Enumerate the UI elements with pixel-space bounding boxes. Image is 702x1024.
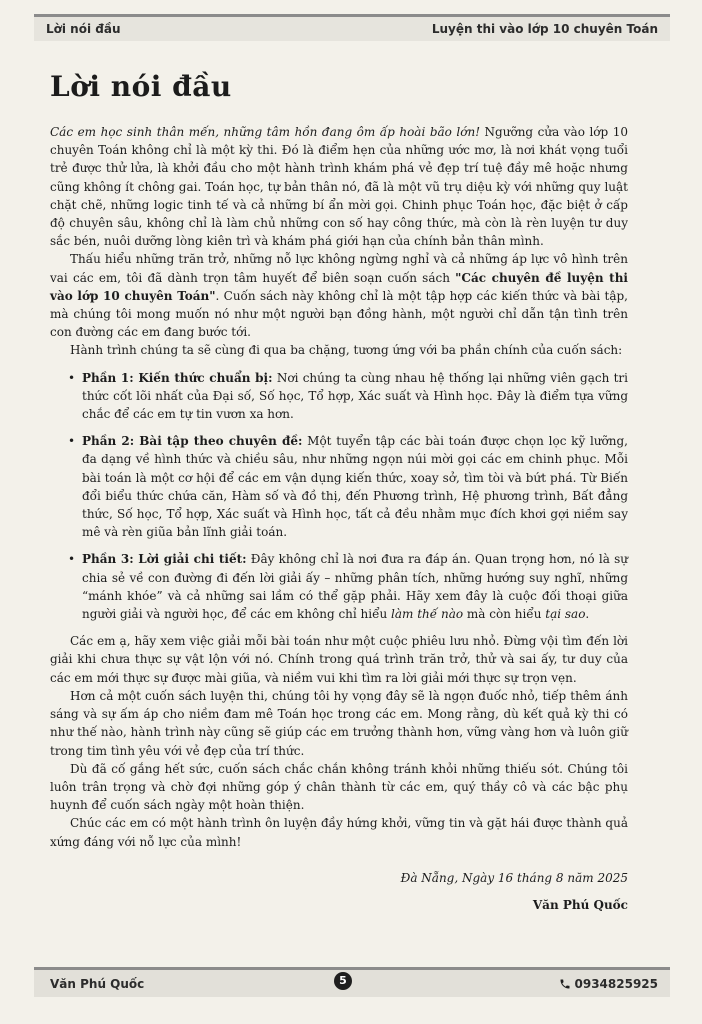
intro-text: Ngưỡng cửa vào lớp 10 chuyên Toán không chỉ là một kỳ thi. Đó là điểm hẹn của những ước mơ, là nơi khát vọng tuổi trẻ được thử lửa, là khởi đầu cho một hành trình khám phá vẻ đẹp trí tuệ đầy mê hoặc nhưng cũng không ít chông gai. Toán học, tự bản thân nó, đã là một vũ trụ diệu kỳ với những quy luật chặt chẽ, những logic tinh tế và cả những bí ẩn mời gọi. Chinh phục Toán học, đặc biệt ở cấp độ chuyên sâu, không chỉ là làm chủ những con số hay công thức, mà còn là rèn luyện tư duy sắc bén, nuôi dưỡng lòng kiên trì và khám phá giới hạn của chính bản thân mình. bbox=[50, 125, 628, 249]
paragraph-6: Dù đã cố gắng hết sức, cuốn sách chắc chắn không tránh khỏi những thiếu sót. Chúng tôi luôn trân trọng và chờ đợi những góp ý chân thành từ các em, quý thầy cô và các bậc phụ huynh để cuốn sách ngày một hoàn thiện. bbox=[50, 761, 628, 813]
list-item bbox=[68, 432, 628, 541]
header-chapter: Lời nói đầu bbox=[46, 22, 121, 36]
part-2-label: Phần 2: Bài tập theo chuyên đề: bbox=[82, 434, 303, 449]
part-3-text: Đây không chỉ là nơi đưa ra đáp án. Quan trọng hơn, nó là sự chia sẻ về con đường đi đến lời giải ấy – những phân tích, những hướng suy nghĩ, những “mánh khóe” và cả những sai lầm có thể gặp phải. Hãy xem đây là cuộc đối thoại giữa người giải và người học, để các em không chỉ hiểu bbox=[82, 552, 628, 622]
part-3-text-end: . bbox=[585, 607, 590, 622]
signature-block bbox=[50, 869, 628, 914]
p2-text-after: . Cuốn sách này không chỉ là một tập hợp các kiến thức và bài tập, mà chúng tôi mong muốn nó như một người bạn đồng hành, một người chỉ dẫn tận tình trên con đường các em đang bước tới. bbox=[50, 288, 628, 340]
part-3-label: Phần 3: Lời giải chi tiết: bbox=[82, 552, 247, 567]
part-1-text: Nơi chúng ta cùng nhau hệ thống lại những viên gạch tri thức cốt lõi nhất của Đại số, Số học, Tổ hợp, Xác suất và Hình học. Đây là điểm tựa vững chắc để các em tự tin vươn xa hơn. bbox=[82, 370, 628, 422]
paragraph-5: Hơn cả một cuốn sách luyện thi, chúng tôi hy vọng đây sẽ là ngọn đuốc nhỏ, tiếp thêm ánh sáng và sự ấm áp cho niềm đam mê Toán học trong các em. Mong rằng, dù kết quả kỳ thi có như thế nào, hành trình này cũng sẽ giúp các em trưởng thành hơn, vững vàng hơn và luôn giữ trong tim tình yêu với vẻ đẹp của trí thức. bbox=[50, 688, 628, 758]
part-3-text-mid: mà còn hiểu bbox=[463, 607, 546, 622]
part-3-emphasis-2: tại sao bbox=[545, 607, 586, 622]
list-item bbox=[68, 369, 628, 424]
page-title: Lời nói đầu bbox=[50, 70, 232, 103]
footer-author: Văn Phú Quốc bbox=[50, 977, 145, 991]
header-book-title: Luyện thi vào lớp 10 chuyên Toán bbox=[431, 22, 658, 36]
page-header bbox=[34, 14, 670, 41]
part-3-emphasis-1: làm thế nào bbox=[391, 607, 464, 622]
list-item bbox=[68, 550, 628, 623]
phone-icon bbox=[559, 978, 571, 990]
footer-contact bbox=[559, 977, 659, 991]
footer-phone: 0934825925 bbox=[574, 977, 658, 991]
part-2-text: Một tuyển tập các bài toán được chọn lọc kỹ lưỡng, đa dạng về hình thức và chiều sâu, như những ngọn núi mời gọi các em chinh phục. Mỗi bài toán là một cơ hội để các em vận dụng kiến thức, xoay sở, tìm tòi và bứt phá. Từ Biến đổi biểu thức chứa căn, Hàm số và đồ thị, đến Phương trình, Hệ phương trình, Bất đẳng thức, Số học, Tổ hợp, Xác suất và Hình học, tất cả đều nhằm mục đích khơi gợi niềm say mê và rèn giũa bản lĩnh giải toán. bbox=[82, 434, 628, 540]
signature-author: Văn Phú Quốc bbox=[532, 897, 628, 912]
paragraph-7: Chúc các em có một hành trình ôn luyện đầy hứng khởi, vững tin và gặt hái được thành quả xứng đáng với nỗ lực của mình! bbox=[50, 816, 628, 849]
preface-body bbox=[50, 123, 628, 914]
p2-text-before: Thấu hiểu những trăn trở, những nỗ lực không ngừng nghỉ và cả những áp lực vô hình trên vai các em, tôi đã dành trọn tâm huyết để biên soạn cuốn sách bbox=[50, 252, 628, 285]
page-number: 5 bbox=[334, 972, 352, 990]
intro-paragraph bbox=[50, 123, 628, 250]
paragraph-4: Các em ạ, hãy xem việc giải mỗi bài toán như một cuộc phiêu lưu nhỏ. Đừng vội tìm đến lời giải khi chưa thực sự vật lộn với nó. Chính trong quá trình trăn trở, thử và sai ấy, tư duy của các em mới thực sự được mài giũa, và niềm vui khi tìm ra lời giải mới thực sự trọn vẹn. bbox=[50, 634, 628, 685]
page-footer bbox=[34, 967, 670, 997]
parts-list bbox=[50, 369, 628, 624]
signature-date: Đà Nẵng, Ngày 16 tháng 8 năm 2025 bbox=[400, 870, 628, 885]
part-1-label: Phần 1: Kiến thức chuẩn bị: bbox=[82, 370, 273, 385]
paragraph-2 bbox=[50, 250, 628, 341]
bullet-icon: • bbox=[68, 434, 76, 449]
bullet-icon: • bbox=[68, 370, 76, 385]
intro-greeting: Các em học sinh thân mến, những tâm hồn đang ôm ấp hoài bão lớn! bbox=[50, 125, 481, 139]
bullet-icon: • bbox=[68, 552, 76, 567]
book-title-bold: "Các chuyên đề luyện thi vào lớp 10 chuyên Toán" bbox=[50, 270, 628, 303]
paragraph-3: Hành trình chúng ta sẽ cùng đi qua ba chặng, tương ứng với ba phần chính của cuốn sách: bbox=[70, 343, 623, 358]
